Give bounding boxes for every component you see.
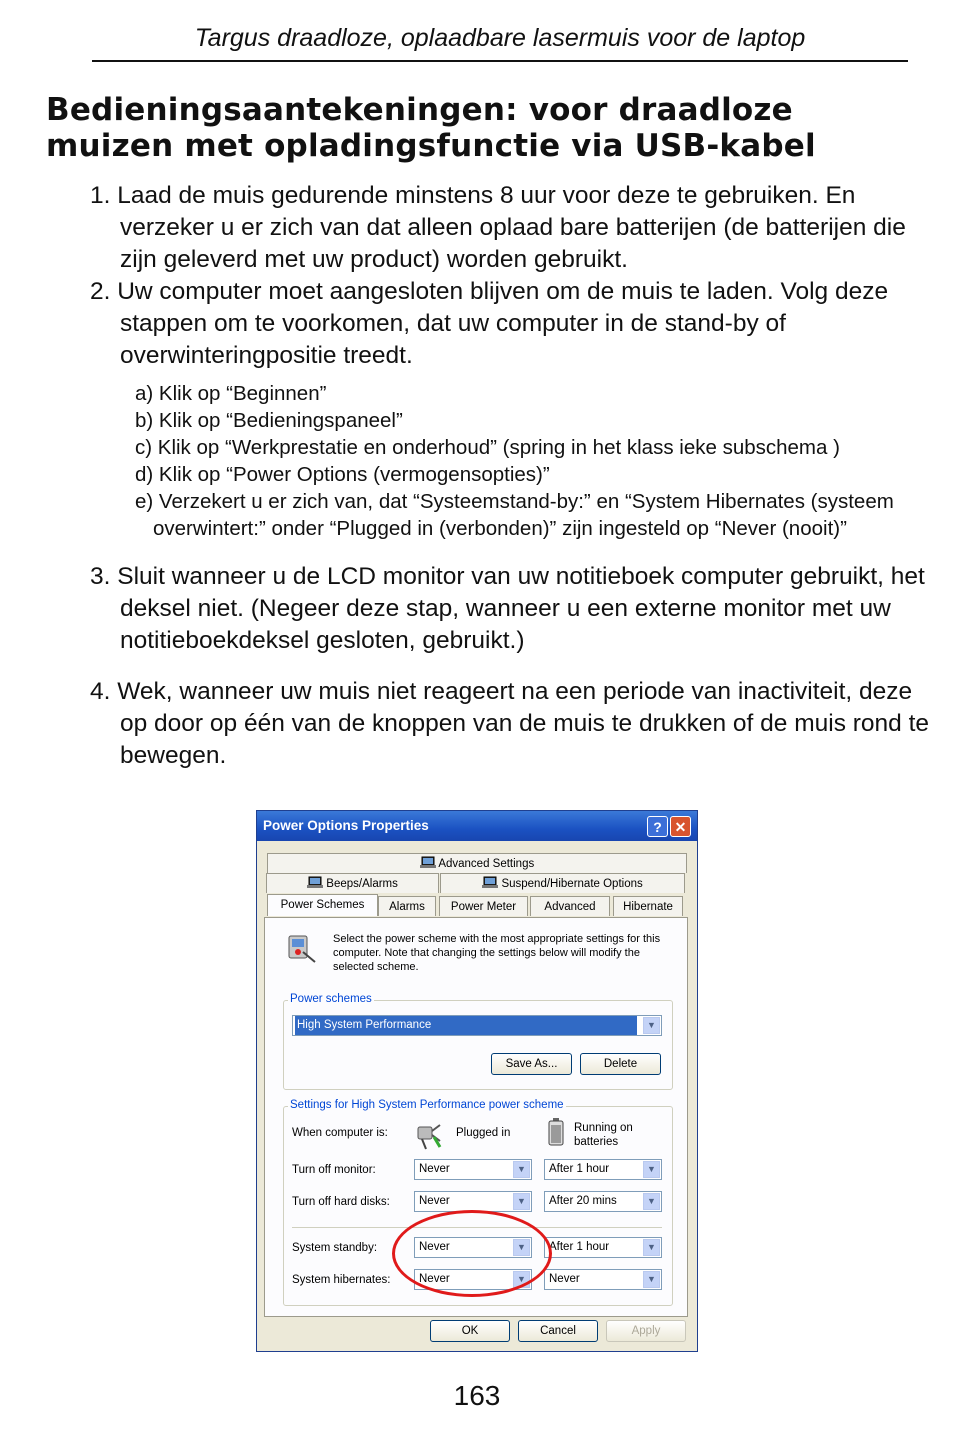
chevron-down-icon: ▼ — [513, 1239, 530, 1256]
monitor-plugged-select[interactable]: Never ▼ — [414, 1159, 532, 1180]
substeps-list — [135, 380, 940, 542]
step-2: 2. Uw computer moet aangesloten blijven om de muis te laden. Volg deze stappen om te voorkomen, dat uw computer in de stand-by of overwinteringpositie treedt. — [90, 278, 889, 369]
chevron-down-icon: ▼ — [643, 1017, 660, 1034]
tab-suspend-hibernate[interactable]: Suspend/Hibernate Options — [440, 873, 685, 893]
highlight-circle — [392, 1210, 552, 1297]
page-number: 163 — [453, 1380, 501, 1411]
step-3: 3. Sluit wanneer u de LCD monitor van uw notitieboek computer gebruikt, het deksel niet. (Negeer deze stap, wanneer u een externe monitor met uw notitieboekdeksel gesloten, gebruikt.) — [90, 563, 925, 654]
laptop-icon — [307, 876, 323, 889]
save-as-button[interactable]: Save As... — [491, 1053, 572, 1075]
chevron-down-icon: ▼ — [513, 1161, 530, 1178]
chevron-down-icon: ▼ — [643, 1161, 660, 1178]
system-standby-label: System standby: — [292, 1242, 378, 1254]
intro-text: Select the power scheme with the most appropriate settings for this computer. Note that changing the settings below will modify the selected scheme. — [333, 933, 661, 973]
steps-list — [90, 180, 940, 772]
chevron-down-icon: ▼ — [513, 1193, 530, 1210]
power-scheme-icon — [283, 932, 317, 966]
cancel-button[interactable]: Cancel — [518, 1320, 598, 1342]
section-title: Bedieningsaantekeningen: voor draadloze muizen met opladingsfunctie via USB-kabel — [46, 92, 816, 164]
power-scheme-select[interactable]: High System Performance ▼ — [292, 1015, 662, 1036]
dialog-titlebar — [257, 811, 697, 841]
battery-icon — [546, 1117, 566, 1147]
disks-plugged-select[interactable]: Never ▼ — [414, 1191, 532, 1212]
chevron-down-icon: ▼ — [643, 1239, 660, 1256]
when-computer-is-label: When computer is: — [292, 1127, 388, 1139]
tab-advanced-settings[interactable]: Advanced Settings — [267, 853, 687, 873]
settings-label: Settings for High System Performance power scheme — [290, 1099, 564, 1111]
power-schemes-group — [283, 993, 673, 1090]
power-schemes-label: Power schemes — [290, 993, 372, 1005]
plugged-in-label: Plugged in — [456, 1127, 511, 1139]
tab-alarms[interactable]: Alarms — [378, 896, 436, 916]
tab-hibernate[interactable]: Hibernate — [613, 896, 683, 916]
substep-b: b) Klik op “Bedieningspaneel” — [135, 409, 403, 432]
apply-button[interactable]: Apply — [606, 1320, 686, 1342]
hibernate-battery-select[interactable]: Never ▼ — [544, 1269, 662, 1290]
substep-a: a) Klik op “Beginnen” — [135, 382, 327, 405]
laptop-icon — [482, 876, 498, 889]
plug-icon — [414, 1121, 446, 1151]
standby-battery-select[interactable]: After 1 hour ▼ — [544, 1237, 662, 1258]
ok-button[interactable]: OK — [430, 1320, 510, 1342]
delete-button[interactable]: Delete — [580, 1053, 661, 1075]
tab-advanced[interactable]: Advanced — [530, 896, 610, 916]
step-1: 1. Laad de muis gedurende minstens 8 uur voor deze te gebruiken. En verzeker u er zich van dat alleen oplaad bare batterijen (de batterijen die zijn geleverd met uw product) worden gebruikt. — [90, 182, 906, 273]
monitor-battery-select[interactable]: After 1 hour ▼ — [544, 1159, 662, 1180]
help-button[interactable]: ? — [647, 816, 668, 837]
turn-off-monitor-label: Turn off monitor: — [292, 1164, 376, 1176]
step-4: 4. Wek, wanneer uw muis niet reageert na een periode van inactiviteit, deze op door op één van de knoppen van de muis te drukken of de muis rond te bewegen. — [90, 678, 930, 769]
tab-beeps-alarms[interactable]: Beeps/Alarms — [266, 873, 439, 893]
system-hibernates-label: System hibernates: — [292, 1274, 391, 1286]
dialog-title: Power Options Properties — [263, 818, 429, 833]
tab-power-meter[interactable]: Power Meter — [439, 896, 528, 916]
chevron-down-icon: ▼ — [643, 1271, 660, 1288]
substep-c: c) Klik op “Werkprestatie en onderhoud” (spring in het klass ieke subschema ) — [135, 436, 840, 459]
substep-d: d) Klik op “Power Options (vermogensopties)” — [135, 463, 550, 486]
tab-power-schemes[interactable]: Power Schemes — [267, 894, 378, 916]
running-on-batteries-label: Running on batteries — [574, 1122, 633, 1148]
substep-e: e) Verzekert u er zich van, dat “Systeemstand-by:” en “System Hibernates (systeem overwintert:” onder “Plugged in (verbonden)” zijn ingesteld op “Never (nooit)” — [135, 490, 894, 540]
turn-off-hard-disks-label: Turn off hard disks: — [292, 1196, 390, 1208]
chevron-down-icon: ▼ — [643, 1193, 660, 1210]
header-rule — [92, 60, 908, 62]
power-options-dialog — [256, 810, 698, 1352]
chevron-down-icon: ▼ — [513, 1271, 530, 1288]
hibernate-plugged-select[interactable]: Never ▼ — [414, 1269, 532, 1290]
close-button[interactable]: ✕ — [670, 816, 691, 837]
running-header: Targus draadloze, oplaadbare lasermuis voor de laptop — [194, 24, 806, 52]
laptop-icon — [420, 856, 436, 869]
disks-battery-select[interactable]: After 20 mins ▼ — [544, 1191, 662, 1212]
standby-plugged-select[interactable]: Never ▼ — [414, 1237, 532, 1258]
